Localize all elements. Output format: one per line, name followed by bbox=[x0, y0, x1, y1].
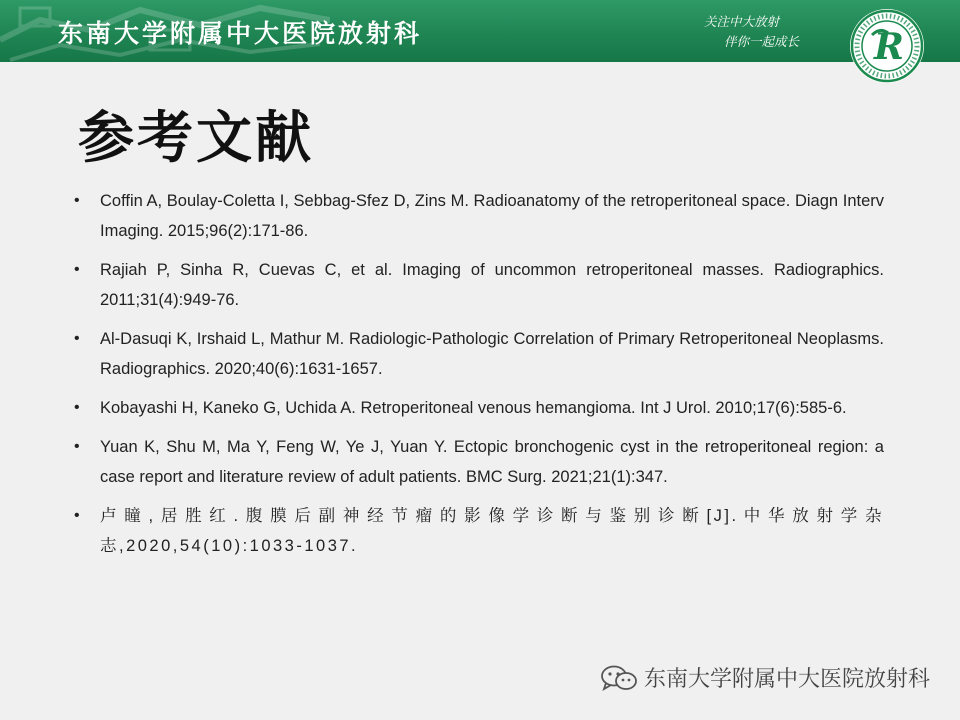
bullet: • bbox=[74, 261, 80, 278]
reference-text: Kobayashi H, Kaneko G, Uchida A. Retroperitoneal venous hemangioma. Int J Urol. 2010;17(6):585-6. bbox=[100, 399, 847, 417]
header-slogan bbox=[702, 12, 822, 52]
bullet: • bbox=[74, 399, 80, 416]
wechat-icon bbox=[600, 664, 638, 692]
reference-list bbox=[74, 186, 884, 570]
slogan-line-2: 伴你一起成长 bbox=[724, 34, 800, 49]
logo-monogram: R bbox=[874, 26, 904, 68]
bullet: • bbox=[74, 507, 83, 524]
reference-item bbox=[74, 324, 884, 384]
reference-item bbox=[74, 432, 884, 492]
reference-text: 卢瞳,居胜红.腹膜后副神经节瘤的影像学诊断与鉴别诊断[J].中华放射学杂志,2020,54(10):1033-1037. bbox=[100, 507, 884, 555]
hospital-logo bbox=[848, 7, 926, 85]
reference-item bbox=[74, 393, 884, 423]
header-title: 东南大学附属中大医院放射科 bbox=[58, 19, 423, 48]
reference-item bbox=[74, 501, 884, 561]
bullet: • bbox=[74, 438, 80, 455]
header-banner bbox=[0, 0, 960, 62]
reference-text: Rajiah P, Sinha R, Cuevas C, et al. Imaging of uncommon retroperitoneal masses. Radiographics. 2011;31(4):949-76. bbox=[100, 261, 884, 309]
reference-item bbox=[74, 255, 884, 315]
reference-text: Yuan K, Shu M, Ma Y, Feng W, Ye J, Yuan Y. Ectopic bronchogenic cyst in the retroperitoneal region: a case report and literature review of adult patients. BMC Surg. 2021;21(1):347. bbox=[100, 438, 884, 486]
watermark-text: 东南大学附属中大医院放射科 bbox=[643, 667, 930, 692]
reference-item bbox=[74, 186, 884, 246]
bullet: • bbox=[74, 330, 80, 347]
page-title: 参考文献 bbox=[78, 106, 314, 171]
reference-text: Coffin A, Boulay-Coletta I, Sebbag-Sfez D, Zins M. Radioanatomy of the retroperitoneal space. Diagn Interv Imaging. 2015;96(2):171-86. bbox=[100, 192, 884, 240]
reference-text: Al-Dasuqi K, Irshaid L, Mathur M. Radiologic-Pathologic Correlation of Primary Retroperitoneal Neoplasms. Radiographics. 2020;40(6):1631-1657. bbox=[100, 330, 884, 378]
wechat-watermark bbox=[600, 662, 930, 693]
slogan-line-1: 关注中大放射 bbox=[704, 14, 780, 29]
bullet: • bbox=[74, 192, 80, 209]
